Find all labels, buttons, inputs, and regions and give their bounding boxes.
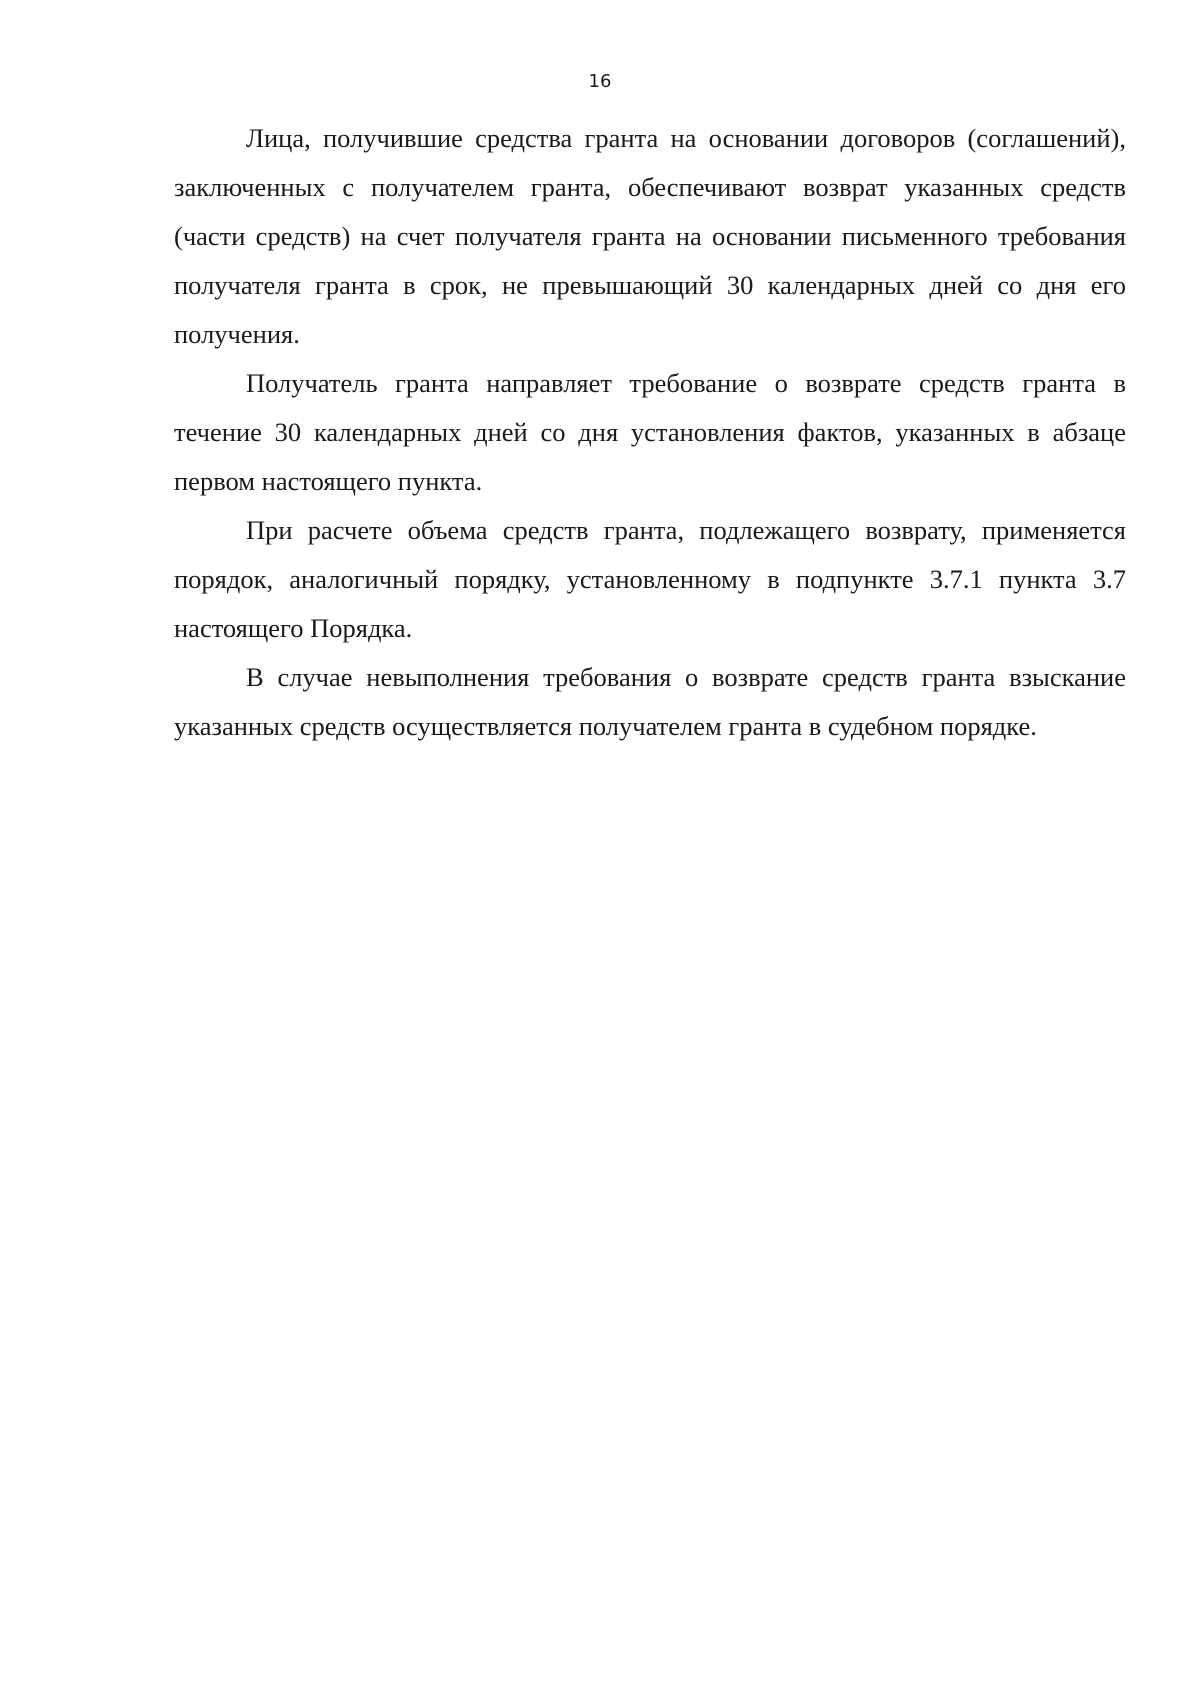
paragraph-return-by-contract-parties: Лица, получившие средства гранта на основании договоров (соглашений), заключенных с получателем гранта, обеспечивают возврат указанных средств (части средств) на счет получателя гранта на основании письменного требования получателя гранта в срок, не превышающий 30 календарных дней со дня его получения. — [174, 123, 1126, 349]
document-body — [174, 114, 1126, 751]
page-number: 16 — [588, 71, 612, 92]
paragraph-judicial-recovery: В случае невыполнения требования о возврате средств гранта взыскание указанных средств осуществляется получателем гранта в судебном порядке. — [174, 662, 1126, 741]
paragraph-return-demand-deadline: Получатель гранта направляет требование о возврате средств гранта в течение 30 календарных дней со дня установления фактов, указанных в абзаце первом настоящего пункта. — [174, 368, 1126, 496]
paragraph-return-amount-calculation: При расчете объема средств гранта, подлежащего возврату, применяется порядок, аналогичный порядку, установленному в подпункте 3.7.1 пункта 3.7 настоящего Порядка. — [174, 515, 1126, 643]
